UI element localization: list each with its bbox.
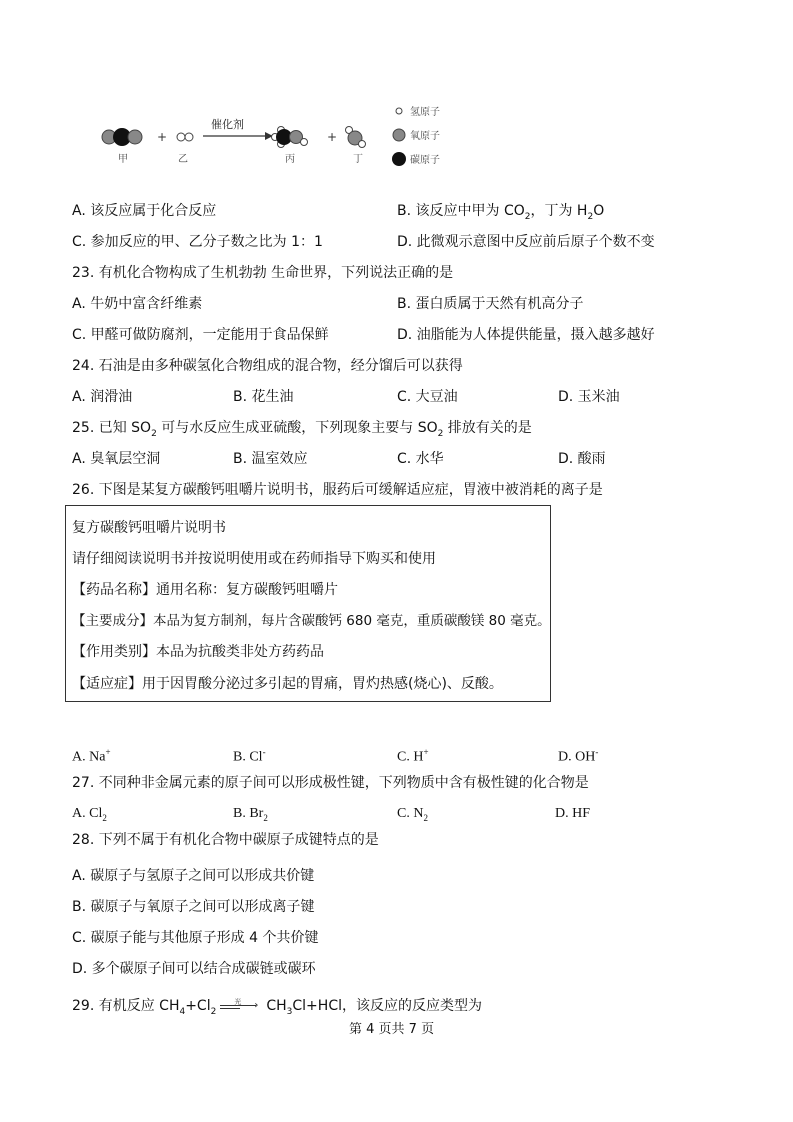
molecule-ding — [346, 127, 366, 148]
plus-sign: + — [157, 130, 168, 144]
q27-option-c: C. $N_2$ — [397, 806, 428, 823]
q27-option-a: A. $Cl_2$ — [72, 806, 107, 823]
q25-option-b: B. 温室效应 — [233, 451, 308, 467]
q25-stem: 25. 已知 $SO_2$ 可与水反应生成亚硫酸，下列现象主要与 $SO_2$ 排放有关的是 — [72, 420, 532, 439]
reaction-condition-arrow: 光 › — [220, 999, 262, 1013]
q26-stem: 26. 下图是某复方碳酸钙咀嚼片说明书，服药后可缓解适应症，胃液中被消耗的离子是 — [72, 482, 603, 498]
q24-option-d: D. 玉米油 — [558, 389, 620, 405]
legend-carbon: 碳原子 — [410, 155, 440, 166]
q26-option-d: D. OH- — [558, 747, 599, 765]
q24-option-c: C. 大豆油 — [397, 389, 458, 405]
page-number: 第 4 页共 7 页 — [349, 1022, 435, 1037]
q23-option-a: A. 牛奶中富含纤维素 — [72, 296, 203, 312]
catalyst-label: 催化剂 — [211, 118, 244, 131]
box-line-notice: 请仔细阅读说明书并按说明使用或在药师指导下购买和使用 — [72, 551, 436, 567]
box-line-ingredients: 【主要成分】本品为复方制剂，每片含碳酸钙 680 毫克，重质碳酸镁 80 毫克。 — [72, 613, 551, 629]
legend-hydrogen: 氢原子 — [410, 107, 440, 118]
molecule-yi — [177, 133, 193, 141]
arrow-condition-label: 光 — [234, 998, 242, 1006]
q24-option-b: B. 花生油 — [233, 389, 294, 405]
q24-option-a: A. 润滑油 — [72, 389, 133, 405]
q22-option-c: C. 参加反应的甲、乙分子数之比为 1：1 — [72, 234, 323, 250]
q23-option-b: B. 蛋白质属于天然有机高分子 — [397, 296, 584, 312]
q23-option-d: D. 油脂能为人体提供能量，摄入越多越好 — [397, 327, 655, 343]
q26-option-c: C. H+ — [397, 747, 429, 765]
molecule-bing — [272, 127, 308, 148]
q23-option-c: C. 甲醛可做防腐剂，一定能用于食品保鲜 — [72, 327, 329, 343]
q28-option-d: D. 多个碳原子间可以结合成碳链或碳环 — [72, 961, 316, 977]
legend — [392, 105, 440, 166]
q29-stem: 29. 有机反应 $CH_4+Cl_2$ 光 › $CH_3Cl+HCl$，该反应的反应类型为 — [72, 997, 482, 1021]
q23-stem: 23. 有机化合物构成了生机勃勃 生命世界，下列说法正确的是 — [72, 265, 454, 281]
q22-option-b: B. 该反应中甲为 $CO_2$，丁为 $H_2O$ — [397, 203, 605, 222]
box-line-category: 【作用类别】本品为抗酸类非处方药药品 — [72, 644, 324, 660]
q27-option-d: D. HF — [555, 806, 591, 821]
reaction-diagram — [95, 100, 455, 170]
q25-option-a: A. 臭氧层空洞 — [72, 451, 161, 467]
label-bing: 丙 — [285, 154, 295, 165]
box-title: 复方碳酸钙咀嚼片说明书 — [72, 520, 226, 536]
q27-stem: 27. 不同种非金属元素的原子间可以形成极性键，下列物质中含有极性键的化合物是 — [72, 775, 589, 791]
q22-option-a: A. 该反应属于化合反应 — [72, 203, 217, 219]
q28-stem: 28. 下列不属于有机化合物中碳原子成键特点的是 — [72, 832, 379, 848]
label-jia: 甲 — [118, 154, 128, 165]
plus-sign-2: + — [327, 130, 338, 144]
q26-option-a: A. Na+ — [72, 747, 111, 765]
q22-option-d: D. 此微观示意图中反应前后原子个数不变 — [397, 234, 655, 250]
q26-option-b: B. Cl- — [233, 747, 266, 765]
label-ding: 丁 — [353, 154, 363, 165]
box-line-name: 【药品名称】通用名称：复方碳酸钙咀嚼片 — [72, 582, 338, 598]
legend-oxygen: 氧原子 — [410, 131, 440, 142]
label-yi: 乙 — [178, 154, 188, 165]
q24-stem: 24. 石油是由多种碳氢化合物组成的混合物，经分馏后可以获得 — [72, 358, 463, 374]
q25-option-c: C. 水华 — [397, 451, 444, 467]
molecule-jia — [102, 128, 142, 146]
q25-option-d: D. 酸雨 — [558, 451, 606, 467]
q28-option-c: C. 碳原子能与其他原子形成 4 个共价键 — [72, 930, 319, 946]
q28-option-a: A. 碳原子与氢原子之间可以形成共价键 — [72, 868, 315, 884]
q28-option-b: B. 碳原子与氧原子之间可以形成离子键 — [72, 899, 315, 915]
box-line-indication: 【适应症】用于因胃酸分泌过多引起的胃痛，胃灼热感(烧心)、反酸。 — [72, 676, 503, 692]
q27-option-b: B. $Br_2$ — [233, 806, 268, 823]
